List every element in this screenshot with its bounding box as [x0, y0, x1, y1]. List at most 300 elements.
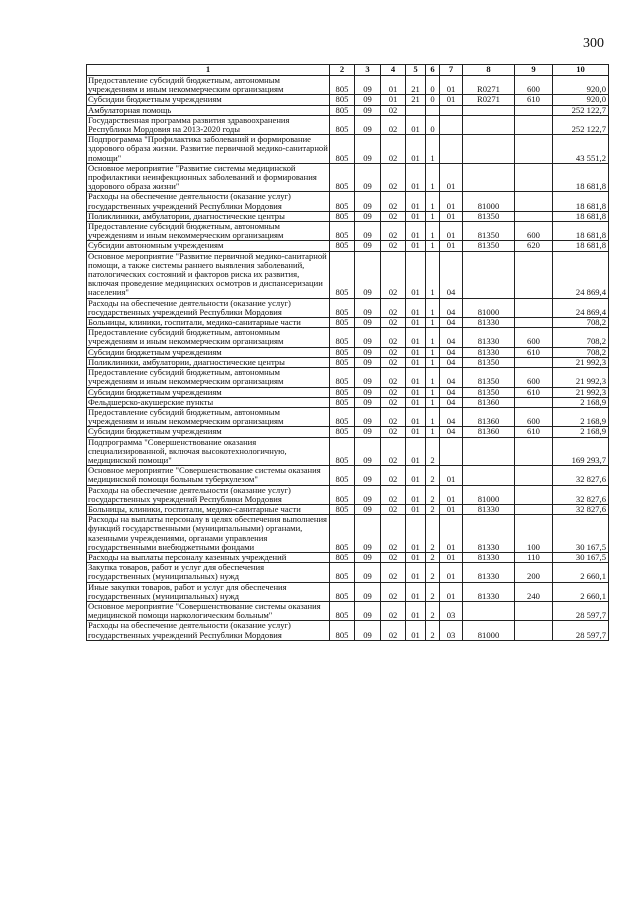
activity-code — [440, 437, 463, 466]
subprogram-code: 1 — [426, 241, 440, 251]
subsection-code: 02 — [381, 437, 406, 466]
program-code — [406, 105, 426, 115]
expense-direction: 81350 — [463, 368, 515, 387]
amount: 43 551,2 — [553, 135, 609, 164]
section-code: 09 — [355, 241, 381, 251]
activity-code: 03 — [440, 621, 463, 640]
expense-type: 600 — [515, 407, 553, 426]
section-code: 09 — [355, 407, 381, 426]
ministry-code: 805 — [330, 328, 355, 347]
expense-type: 200 — [515, 563, 553, 582]
table-row — [87, 115, 609, 134]
row-name: Субсидии автономным учреждениям — [87, 241, 330, 251]
table-row — [87, 407, 609, 426]
amount: 32 827,6 — [553, 466, 609, 485]
ministry-code: 805 — [330, 515, 355, 553]
program-code: 01 — [406, 251, 426, 298]
amount: 2 168,9 — [553, 407, 609, 426]
amount: 708,2 — [553, 347, 609, 357]
section-code: 09 — [355, 504, 381, 514]
activity-code: 01 — [440, 211, 463, 221]
activity-code: 01 — [440, 485, 463, 504]
row-name: Предоставление субсидий бюджетным, автономным учреждениям и иным некоммерческим организациям — [87, 407, 330, 426]
row-name: Расходы на обеспечение деятельности (оказание услуг) государственных учреждений Республики Мордовия — [87, 298, 330, 317]
subsection-code: 02 — [381, 466, 406, 485]
ministry-code: 805 — [330, 427, 355, 437]
subsection-code: 02 — [381, 192, 406, 211]
row-name: Предоставление субсидий бюджетным, автономным учреждениям и иным некоммерческим организациям — [87, 222, 330, 241]
activity-code: 04 — [440, 387, 463, 397]
subprogram-code: 1 — [426, 192, 440, 211]
program-code: 21 — [406, 95, 426, 105]
amount: 32 827,6 — [553, 485, 609, 504]
program-code: 01 — [406, 515, 426, 553]
subsection-code: 02 — [381, 563, 406, 582]
expense-direction — [463, 601, 515, 620]
column-header: 6 — [426, 65, 440, 76]
table-row — [87, 105, 609, 115]
table-row — [87, 357, 609, 367]
section-code: 09 — [355, 298, 381, 317]
program-code: 01 — [406, 328, 426, 347]
row-name: Основное мероприятие "Развитие первичной медико-санитарной помощи, а также системы раннего выявления заболеваний, патологических состояний и факторов риска их развития, включая проведение медицинских осмотров и диспансеризации населения" — [87, 251, 330, 298]
expense-direction: 81350 — [463, 241, 515, 251]
subsection-code: 02 — [381, 328, 406, 347]
section-code: 09 — [355, 95, 381, 105]
table-row — [87, 621, 609, 640]
expense-type — [515, 298, 553, 317]
page-number: 300 — [583, 36, 604, 51]
section-code: 09 — [355, 328, 381, 347]
row-name: Закупка товаров, работ и услуг для обеспечения государственных (муниципальных) нужд — [87, 563, 330, 582]
activity-code: 01 — [440, 515, 463, 553]
program-code: 21 — [406, 76, 426, 95]
section-code: 09 — [355, 601, 381, 620]
activity-code: 04 — [440, 368, 463, 387]
section-code: 09 — [355, 347, 381, 357]
amount: 30 167,5 — [553, 515, 609, 553]
expense-direction: 81350 — [463, 222, 515, 241]
row-name: Государственная программа развития здравоохранения Республики Мордовия на 2013-2020 годы — [87, 115, 330, 134]
expense-direction: 81350 — [463, 387, 515, 397]
program-code: 01 — [406, 222, 426, 241]
table-row — [87, 504, 609, 514]
expense-type — [515, 621, 553, 640]
row-name: Подпрограмма "Совершенствование оказания специализированной, включая высокотехнологичную, медицинской помощи" — [87, 437, 330, 466]
amount: 920,0 — [553, 76, 609, 95]
subsection-code: 01 — [381, 95, 406, 105]
amount: 24 869,4 — [553, 251, 609, 298]
activity-code: 04 — [440, 347, 463, 357]
ministry-code: 805 — [330, 397, 355, 407]
program-code: 01 — [406, 368, 426, 387]
expense-direction: 81360 — [463, 427, 515, 437]
ministry-code: 805 — [330, 76, 355, 95]
activity-code: 04 — [440, 251, 463, 298]
expense-type — [515, 105, 553, 115]
subsection-code: 02 — [381, 115, 406, 134]
subsection-code: 02 — [381, 222, 406, 241]
subprogram-code: 2 — [426, 515, 440, 553]
program-code: 01 — [406, 387, 426, 397]
expense-type — [515, 466, 553, 485]
expense-direction — [463, 105, 515, 115]
section-code: 09 — [355, 466, 381, 485]
expense-direction: 81330 — [463, 328, 515, 347]
ministry-code: 805 — [330, 407, 355, 426]
row-name: Основное мероприятие "Развитие системы медицинской профилактики неинфекционных заболеваний и формирования здорового образа жизни" — [87, 163, 330, 192]
subsection-code: 02 — [381, 347, 406, 357]
expense-type: 610 — [515, 427, 553, 437]
row-name: Расходы на выплаты персоналу казенных учреждений — [87, 552, 330, 562]
row-name: Предоставление субсидий бюджетным, автономным учреждениям и иным некоммерческим организациям — [87, 368, 330, 387]
subsection-code: 02 — [381, 251, 406, 298]
amount: 2 168,9 — [553, 397, 609, 407]
activity-code: 04 — [440, 397, 463, 407]
expense-type: 600 — [515, 222, 553, 241]
subprogram-code: 2 — [426, 582, 440, 601]
expense-type: 620 — [515, 241, 553, 251]
expense-direction: 81360 — [463, 407, 515, 426]
section-code: 09 — [355, 135, 381, 164]
expense-direction — [463, 466, 515, 485]
row-name: Субсидии бюджетным учреждениям — [87, 387, 330, 397]
ministry-code: 805 — [330, 95, 355, 105]
expense-direction: 81000 — [463, 298, 515, 317]
expense-type — [515, 192, 553, 211]
expense-type — [515, 504, 553, 514]
activity-code: 01 — [440, 552, 463, 562]
amount: 18 681,8 — [553, 241, 609, 251]
amount: 2 168,9 — [553, 427, 609, 437]
program-code: 01 — [406, 563, 426, 582]
column-header: 10 — [553, 65, 609, 76]
subprogram-code: 2 — [426, 504, 440, 514]
expense-type — [515, 115, 553, 134]
activity-code: 01 — [440, 504, 463, 514]
amount: 18 681,8 — [553, 211, 609, 221]
section-code: 09 — [355, 563, 381, 582]
amount: 32 827,6 — [553, 504, 609, 514]
subsection-code: 02 — [381, 397, 406, 407]
expense-type — [515, 601, 553, 620]
table-row — [87, 95, 609, 105]
table-row — [87, 135, 609, 164]
row-name: Субсидии бюджетным учреждениям — [87, 347, 330, 357]
expense-type: 610 — [515, 347, 553, 357]
program-code: 01 — [406, 163, 426, 192]
program-code: 01 — [406, 397, 426, 407]
expense-type — [515, 485, 553, 504]
ministry-code: 805 — [330, 552, 355, 562]
ministry-code: 805 — [330, 211, 355, 221]
subsection-code: 02 — [381, 621, 406, 640]
ministry-code: 805 — [330, 466, 355, 485]
subprogram-code: 0 — [426, 115, 440, 134]
section-code: 09 — [355, 105, 381, 115]
program-code: 01 — [406, 552, 426, 562]
ministry-code: 805 — [330, 115, 355, 134]
table-row — [87, 347, 609, 357]
table-row — [87, 437, 609, 466]
subprogram-code: 1 — [426, 298, 440, 317]
amount: 24 869,4 — [553, 298, 609, 317]
section-code: 09 — [355, 387, 381, 397]
row-name: Амбулаторная помощь — [87, 105, 330, 115]
amount: 708,2 — [553, 318, 609, 328]
ministry-code: 805 — [330, 504, 355, 514]
section-code: 09 — [355, 357, 381, 367]
table-row — [87, 318, 609, 328]
amount: 920,0 — [553, 95, 609, 105]
program-code: 01 — [406, 347, 426, 357]
activity-code: 01 — [440, 192, 463, 211]
subsection-code: 02 — [381, 135, 406, 164]
subprogram-code: 2 — [426, 552, 440, 562]
activity-code: 04 — [440, 298, 463, 317]
ministry-code: 805 — [330, 563, 355, 582]
section-code: 09 — [355, 552, 381, 562]
ministry-code: 805 — [330, 222, 355, 241]
activity-code: 01 — [440, 222, 463, 241]
subprogram-code — [426, 105, 440, 115]
subprogram-code: 1 — [426, 328, 440, 347]
amount: 252 122,7 — [553, 115, 609, 134]
subsection-code: 02 — [381, 427, 406, 437]
row-name: Иные закупки товаров, работ и услуг для обеспечения государственных (муниципальных) нужд — [87, 582, 330, 601]
program-code: 01 — [406, 211, 426, 221]
section-code: 09 — [355, 397, 381, 407]
expense-direction: 81330 — [463, 515, 515, 553]
expense-type: 240 — [515, 582, 553, 601]
amount: 169 293,7 — [553, 437, 609, 466]
ministry-code: 805 — [330, 251, 355, 298]
expense-type — [515, 357, 553, 367]
subprogram-code: 1 — [426, 163, 440, 192]
ministry-code: 805 — [330, 163, 355, 192]
table-row — [87, 466, 609, 485]
table-row — [87, 368, 609, 387]
program-code: 01 — [406, 241, 426, 251]
section-code: 09 — [355, 437, 381, 466]
subprogram-code: 1 — [426, 318, 440, 328]
expense-type: 600 — [515, 368, 553, 387]
row-name: Фельдшерско-акушерские пункты — [87, 397, 330, 407]
row-name: Расходы на выплаты персоналу в целях обеспечения выполнения функций государственными (муниципальными) органами, казенными учреждениями, органами управления государственными внебюджетными фондами — [87, 515, 330, 553]
subsection-code: 02 — [381, 407, 406, 426]
activity-code: 04 — [440, 357, 463, 367]
expense-direction — [463, 115, 515, 134]
expense-type: 100 — [515, 515, 553, 553]
row-name: Основное мероприятие "Совершенствование системы оказания медицинской помощи наркологическим больным" — [87, 601, 330, 620]
program-code: 01 — [406, 504, 426, 514]
section-code: 09 — [355, 115, 381, 134]
activity-code: 01 — [440, 76, 463, 95]
expense-direction — [463, 437, 515, 466]
subsection-code: 02 — [381, 601, 406, 620]
row-name: Субсидии бюджетным учреждениям — [87, 95, 330, 105]
table-row — [87, 241, 609, 251]
ministry-code: 805 — [330, 192, 355, 211]
program-code: 01 — [406, 407, 426, 426]
activity-code: 04 — [440, 407, 463, 426]
activity-code: 01 — [440, 95, 463, 105]
program-code: 01 — [406, 427, 426, 437]
program-code: 01 — [406, 621, 426, 640]
ministry-code: 805 — [330, 135, 355, 164]
subprogram-code: 2 — [426, 485, 440, 504]
subsection-code: 02 — [381, 387, 406, 397]
section-code: 09 — [355, 368, 381, 387]
subprogram-code: 1 — [426, 387, 440, 397]
expense-type — [515, 437, 553, 466]
amount: 2 660,1 — [553, 582, 609, 601]
table-row — [87, 328, 609, 347]
ministry-code: 805 — [330, 601, 355, 620]
subsection-code: 02 — [381, 485, 406, 504]
ministry-code: 805 — [330, 298, 355, 317]
column-header: 4 — [381, 65, 406, 76]
expense-direction: 81350 — [463, 211, 515, 221]
subsection-code: 02 — [381, 552, 406, 562]
section-code: 09 — [355, 515, 381, 553]
subprogram-code: 2 — [426, 621, 440, 640]
column-header: 1 — [87, 65, 330, 76]
subprogram-code: 1 — [426, 251, 440, 298]
ministry-code: 805 — [330, 241, 355, 251]
row-name: Поликлиники, амбулатории, диагностические центры — [87, 357, 330, 367]
row-name: Подпрограмма "Профилактика заболеваний и формирование здорового образа жизни. Развитие первичной медико-санитарной помощи" — [88, 134, 328, 163]
section-code: 09 — [355, 76, 381, 95]
table-row — [87, 298, 609, 317]
row-name: Больницы, клиники, госпитали, медико-санитарные части — [87, 318, 330, 328]
section-code: 09 — [355, 582, 381, 601]
subprogram-code: 1 — [426, 357, 440, 367]
expense-type — [515, 211, 553, 221]
expense-type — [515, 251, 553, 298]
activity-code: 01 — [440, 241, 463, 251]
expense-direction: 81330 — [463, 504, 515, 514]
column-header: 8 — [463, 65, 515, 76]
ministry-code: 805 — [330, 437, 355, 466]
amount: 18 681,8 — [553, 222, 609, 241]
subsection-code: 01 — [381, 76, 406, 95]
section-code: 09 — [355, 251, 381, 298]
section-code: 09 — [355, 192, 381, 211]
table-row — [87, 251, 609, 298]
expense-direction: 81000 — [463, 485, 515, 504]
amount: 21 992,3 — [553, 357, 609, 367]
expense-direction: 81330 — [463, 318, 515, 328]
expense-type — [515, 163, 553, 192]
row-name: Предоставление субсидий бюджетным, автономным учреждениям и иным некоммерческим организациям — [87, 328, 330, 347]
program-code: 01 — [406, 485, 426, 504]
subsection-code: 02 — [381, 241, 406, 251]
expense-direction: 81350 — [463, 357, 515, 367]
expense-direction: 81360 — [463, 397, 515, 407]
ministry-code: 805 — [330, 387, 355, 397]
expense-direction: 81330 — [463, 347, 515, 357]
budget-table — [86, 64, 609, 641]
table-row — [87, 427, 609, 437]
subprogram-code: 1 — [426, 427, 440, 437]
subprogram-code: 1 — [426, 397, 440, 407]
subsection-code: 02 — [381, 515, 406, 553]
row-name: Расходы на обеспечение деятельности (оказание услуг) государственных учреждений Республики Мордовия — [87, 192, 330, 211]
program-code: 01 — [406, 437, 426, 466]
table-row — [87, 76, 609, 95]
activity-code: 01 — [440, 582, 463, 601]
expense-type: 600 — [515, 328, 553, 347]
activity-code: 01 — [440, 163, 463, 192]
amount: 18 681,8 — [553, 163, 609, 192]
activity-code: 04 — [440, 427, 463, 437]
expense-type: 110 — [515, 552, 553, 562]
amount: 2 660,1 — [553, 563, 609, 582]
amount: 18 681,8 — [553, 192, 609, 211]
expense-direction — [463, 163, 515, 192]
table-header-row — [87, 65, 609, 76]
section-code: 09 — [355, 163, 381, 192]
expense-direction: 81000 — [463, 621, 515, 640]
expense-type — [515, 397, 553, 407]
ministry-code: 805 — [330, 105, 355, 115]
activity-code: 03 — [440, 601, 463, 620]
ministry-code: 805 — [330, 368, 355, 387]
column-header: 9 — [515, 65, 553, 76]
activity-code: 01 — [440, 563, 463, 582]
subsection-code: 02 — [381, 368, 406, 387]
table-row — [87, 485, 609, 504]
activity-code — [440, 135, 463, 164]
subprogram-code: 1 — [426, 407, 440, 426]
amount: 30 167,5 — [553, 552, 609, 562]
column-header: 5 — [406, 65, 426, 76]
table-row — [87, 552, 609, 562]
table-row — [87, 163, 609, 192]
column-header: 3 — [355, 65, 381, 76]
subprogram-code: 0 — [426, 95, 440, 105]
program-code: 01 — [406, 601, 426, 620]
table-row — [87, 515, 609, 553]
activity-code — [440, 115, 463, 134]
ministry-code: 805 — [330, 485, 355, 504]
table-row — [87, 387, 609, 397]
section-code: 09 — [355, 485, 381, 504]
subprogram-code: 2 — [426, 466, 440, 485]
subprogram-code: 1 — [426, 347, 440, 357]
subprogram-code: 2 — [426, 601, 440, 620]
ministry-code: 805 — [330, 347, 355, 357]
ministry-code: 805 — [330, 357, 355, 367]
expense-type: 600 — [515, 76, 553, 95]
amount: 28 597,7 — [553, 621, 609, 640]
subprogram-code: 1 — [426, 135, 440, 164]
subprogram-code: 1 — [426, 368, 440, 387]
ministry-code: 805 — [330, 621, 355, 640]
column-header: 2 — [330, 65, 355, 76]
program-code: 01 — [406, 318, 426, 328]
table-row — [87, 601, 609, 620]
subsection-code: 02 — [381, 582, 406, 601]
activity-code: 04 — [440, 328, 463, 347]
table-row — [87, 563, 609, 582]
expense-direction: 81330 — [463, 582, 515, 601]
table-row — [87, 211, 609, 221]
subsection-code: 02 — [381, 298, 406, 317]
table-row — [87, 582, 609, 601]
amount: 252 122,7 — [553, 105, 609, 115]
